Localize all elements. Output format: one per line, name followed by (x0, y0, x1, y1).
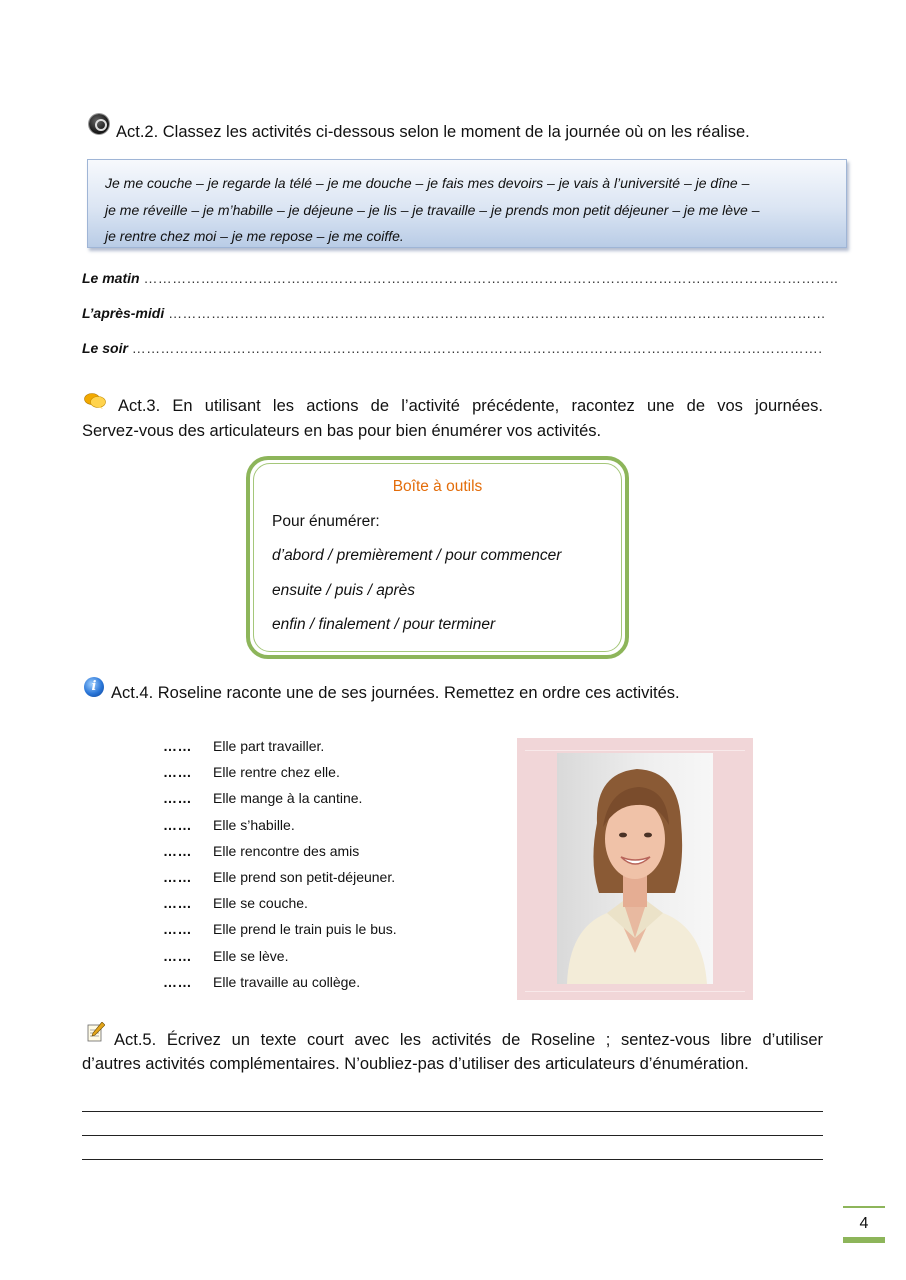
fill-line-afternoon (82, 305, 826, 321)
list-item (163, 948, 288, 968)
answer-line[interactable] (82, 1159, 823, 1160)
portrait-illustration (557, 753, 713, 984)
act4-heading: Act.4. Roseline raconte une de ses journées. Remettez en ordre ces activités. (111, 684, 680, 702)
info-icon: i (84, 677, 104, 697)
fill-label: Le soir (82, 340, 128, 356)
order-blank: …… (163, 869, 192, 885)
list-item (163, 843, 359, 863)
film-reel-icon (89, 114, 109, 134)
act2-heading: Act.2. Classez les activités ci-dessous selon le moment de la journée où on les réalise. (116, 123, 750, 141)
act3-heading-line2: Servez-vous des articulateurs en bas pour bien énumérer vos activités. (82, 422, 602, 440)
fill-label: L’après-midi (82, 305, 165, 321)
order-blank: …… (163, 843, 192, 859)
act2-activities-box (87, 159, 847, 248)
act2-box-line: Je me couche – je regarde la télé – je me douche – je fais mes devoirs – je vais à l’université – je dîne – (105, 175, 750, 191)
order-blank: …… (163, 790, 192, 806)
toolbox-item: d’abord / premièrement / pour commencer (272, 547, 562, 564)
list-item (163, 790, 362, 810)
activity-text: Elle se couche. (213, 895, 308, 911)
activity-text: Elle se lève. (213, 948, 289, 964)
list-item (163, 869, 395, 889)
list-item (163, 817, 295, 837)
order-blank: …… (163, 817, 192, 833)
order-blank: …… (163, 974, 192, 990)
toolbox-item: enfin / finalement / pour terminer (272, 616, 496, 633)
activity-text: Elle travaille au collège. (213, 974, 361, 990)
photo-frame (517, 738, 753, 1000)
list-item (163, 764, 340, 784)
toolbox-title: Boîte à outils (392, 478, 483, 495)
act5-heading-line1: Act.5. Écrivez un texte court avec les activités de Roseline ; sentez-vous libre d’utiliser (114, 1031, 823, 1049)
activity-text: Elle rentre chez elle. (213, 764, 340, 780)
fill-label: Le matin (82, 270, 140, 286)
list-item (163, 895, 308, 915)
activity-text: Elle mange à la cantine. (213, 790, 363, 806)
fill-line-morning (82, 270, 838, 286)
fill-dots: ………………………………………………………………………………………………………………………… (168, 305, 826, 321)
activity-text: Elle prend son petit-déjeuner. (213, 869, 396, 885)
answer-line[interactable] (82, 1135, 823, 1136)
order-blank: …… (163, 738, 192, 754)
page-number: 4 (843, 1206, 885, 1243)
order-blank: …… (163, 764, 192, 780)
activity-text: Elle rencontre des amis (213, 843, 360, 859)
activity-text: Elle s’habille. (213, 817, 295, 833)
act5-heading-line2: d’autres activités complémentaires. N’oubliez-pas d’utiliser des articulateurs d’énumération. (82, 1055, 749, 1073)
list-item (163, 921, 397, 941)
fill-dots: ……………………………………………………………………………………………………………………………….. (143, 270, 839, 286)
list-item (163, 974, 360, 994)
roseline-portrait (557, 753, 713, 984)
order-blank: …… (163, 921, 192, 937)
answer-line[interactable] (82, 1111, 823, 1112)
activity-text: Elle part travailler. (213, 738, 325, 754)
act2-box-line: je rentre chez moi – je me repose – je me coiffe. (105, 228, 404, 244)
act2-box-line: je me réveille – je m’habille – je déjeune – je lis – je travaille – je prends mon petit déjeuner – je me lève – (105, 201, 760, 218)
order-blank: …… (163, 895, 192, 911)
order-blank: …… (163, 948, 192, 964)
toolbox-intro: Pour énumérer: (272, 513, 380, 530)
list-item (163, 738, 324, 758)
toolbox-item: ensuite / puis / après (272, 582, 416, 599)
fill-dots: ………………………………………………………………………………………………………………………………. (131, 340, 823, 356)
activity-text: Elle prend le train puis le bus. (213, 921, 397, 937)
fill-line-evening (82, 340, 822, 356)
act3-heading-line1: Act.3. En utilisant les actions de l’activité précédente, racontez une de vos journées. (118, 397, 823, 415)
